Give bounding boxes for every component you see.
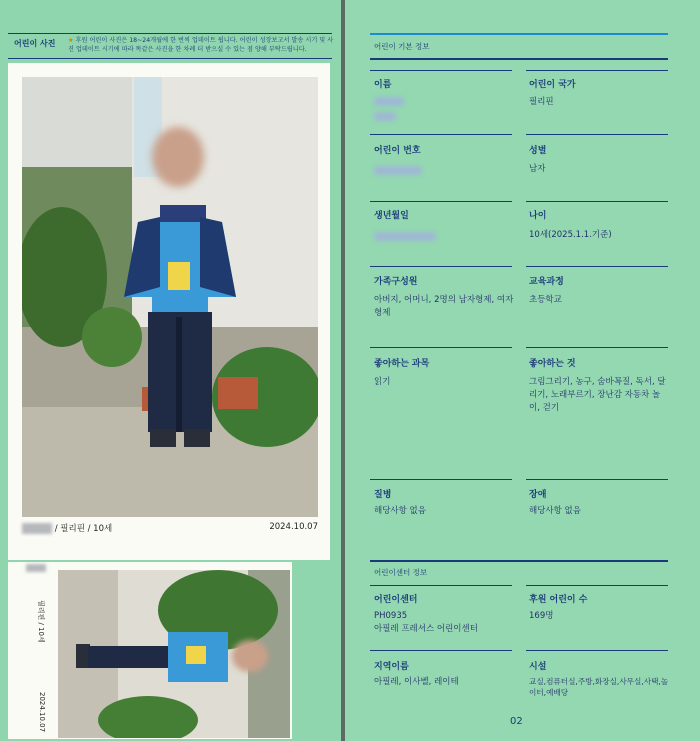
birthdate-label: 생년월일	[374, 211, 409, 221]
family-label: 가족구성원	[374, 277, 418, 287]
center-label: 어린이센터	[374, 595, 418, 605]
divider	[526, 479, 668, 480]
divider	[8, 58, 332, 59]
name-value-blurred	[374, 112, 396, 121]
divider	[370, 70, 512, 71]
name-label: 이름	[374, 80, 392, 90]
star-icon: ★	[68, 37, 74, 44]
disease-label: 질병	[374, 490, 392, 500]
family-value: 아버지, 어머니, 2명의 남자형제, 여자형제	[374, 295, 514, 318]
center-code: PH0935	[374, 611, 408, 621]
education-value: 초등학교	[529, 295, 562, 305]
caption-text-rotated: 필리핀 / 10세	[37, 600, 45, 643]
likes-value: 그림그리기, 농구, 숨바꼭질, 독서, 달리기, 노래부르기, 장난감 자동차 놀이, 걷기	[529, 377, 666, 413]
gender-value: 남자	[529, 164, 546, 174]
child-photo-rotated	[58, 570, 290, 738]
disability-value: 해당사항 없음	[529, 506, 581, 516]
facility-value: 교실,컴퓨터실,주방,화장실,사무실,사택,놀이터,예배당	[529, 677, 669, 697]
likes-label: 좋아하는 것	[529, 359, 576, 369]
child-photo	[22, 77, 318, 517]
divider	[370, 134, 512, 135]
divider	[370, 479, 512, 480]
divider	[526, 201, 668, 202]
divider	[370, 560, 668, 562]
country-label: 어린이 국가	[529, 80, 576, 90]
favorite-subject-label: 좋아하는 과목	[374, 359, 430, 369]
child-number-blurred	[374, 166, 422, 175]
gender-label: 성별	[529, 146, 547, 156]
photo-date-rotated: 2024.10.07	[38, 692, 46, 733]
center-name: 아필레 프레셔스 어린이센터	[374, 624, 478, 634]
divider	[370, 266, 512, 267]
photo-caption	[22, 522, 318, 538]
disability-label: 장애	[529, 490, 547, 500]
divider	[370, 585, 512, 586]
divider	[8, 33, 332, 34]
child-photo-card-rotated	[8, 562, 292, 739]
country-value: 필리핀	[529, 97, 554, 107]
divider	[370, 347, 512, 348]
divider	[526, 70, 668, 71]
divider	[526, 134, 668, 135]
divider	[526, 347, 668, 348]
divider	[526, 585, 668, 586]
facility-label: 시설	[529, 662, 547, 672]
note-text: 후원 어린이 사진은 18~24개월에 한 번씩 업데이트 됩니다. 어린이 성장보고서 발송 시기 및 사진 업데이트 시기에 따라 똑같은 사진을 한 차례 더 받으실 수 있는 점 양해 부탁드립니다.	[68, 37, 334, 53]
favorite-subject-value: 읽기	[374, 377, 391, 387]
basic-info-title: 어린이 기본 정보	[374, 42, 430, 51]
birthdate-blurred	[374, 232, 436, 241]
photo-update-note	[68, 36, 336, 54]
blurred-name	[22, 523, 52, 534]
child-photo-image	[22, 77, 318, 517]
education-label: 교육과정	[529, 277, 564, 287]
region-label: 지역이름	[374, 662, 409, 672]
age-label: 나이	[529, 211, 547, 221]
photo-section-title: 어린이 사진	[14, 39, 56, 48]
rotated-caption	[34, 572, 54, 732]
divider	[370, 650, 512, 651]
age-value: 10세(2025.1.1.기준)	[529, 230, 612, 240]
center-info-title: 어린이센터 정보	[374, 568, 428, 577]
divider	[370, 58, 668, 60]
name-value-blurred	[374, 97, 404, 106]
photo-date: 2024.10.07	[269, 522, 318, 532]
divider	[526, 650, 668, 651]
divider	[526, 266, 668, 267]
sponsored-count-label: 후원 어린이 수	[529, 595, 588, 605]
disease-value: 해당사항 없음	[374, 506, 426, 516]
page-number: 02	[510, 716, 523, 727]
region-value: 아필레, 이사벨, 레이테	[374, 677, 459, 687]
child-photo-rotated-image	[58, 570, 290, 738]
child-photo-card	[8, 63, 330, 560]
child-number-label: 어린이 번호	[374, 146, 421, 156]
top-divider	[370, 33, 668, 35]
caption-text: / 필리핀 / 10세	[54, 524, 113, 534]
sponsored-count-value: 169명	[529, 611, 554, 621]
divider	[370, 201, 512, 202]
